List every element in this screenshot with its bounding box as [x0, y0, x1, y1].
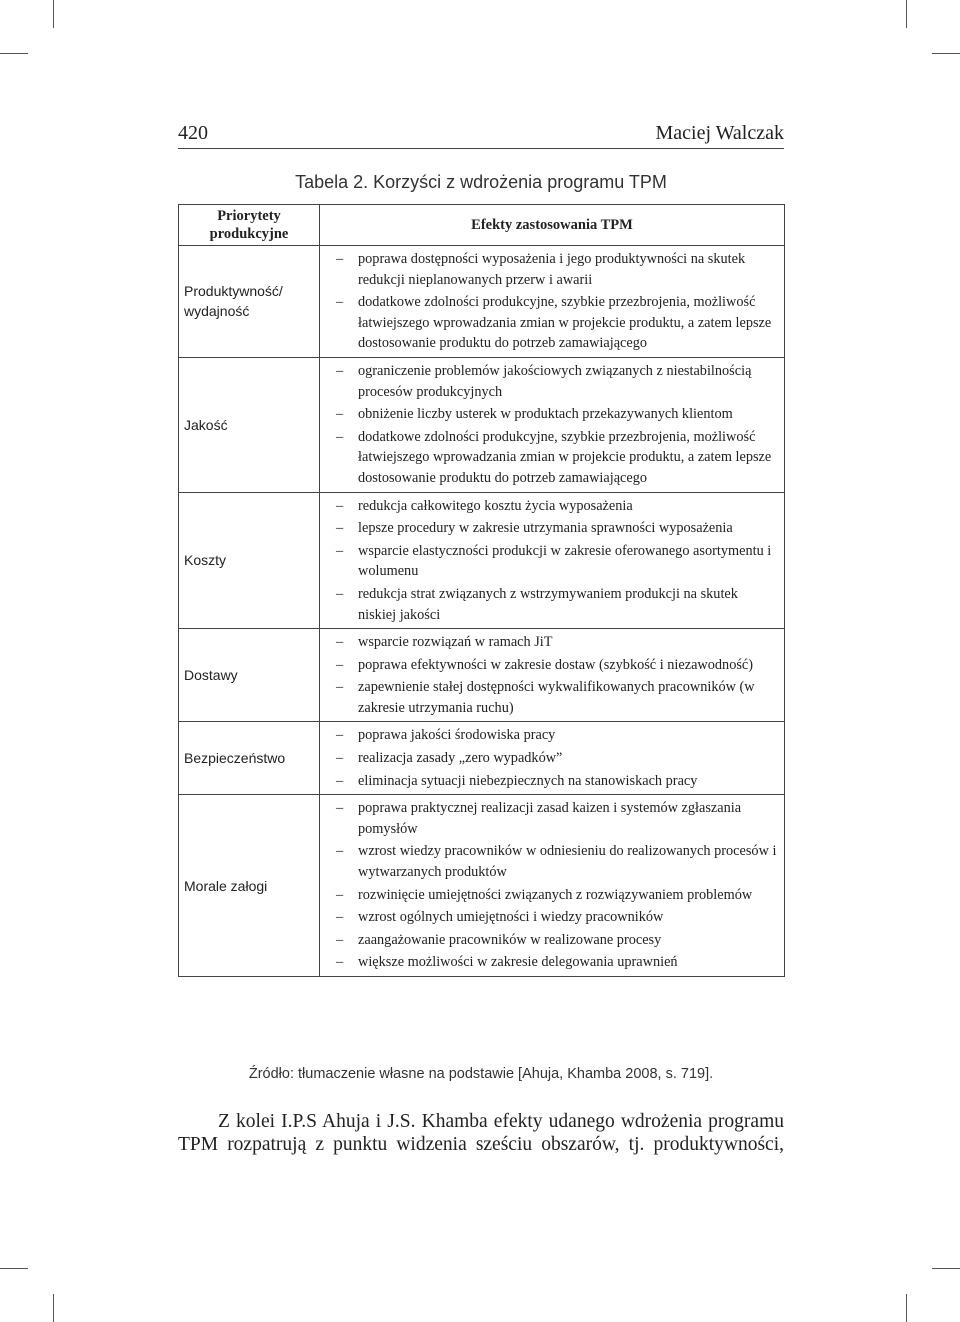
dash-bullet: –: [336, 800, 344, 817]
effect-text: obniżenie liczby usterek w produktach przekazywanych klientom: [358, 406, 733, 423]
effect-item: [320, 841, 778, 882]
priority-category: Produktywność/ wydajność: [179, 246, 320, 358]
crop-mark: [0, 53, 28, 54]
effect-text: wzrost wiedzy pracowników w odniesieniu do realizowanych procesów i wytwarzanych produktów: [358, 843, 777, 881]
column-header-priorities: Priorytety produkcyjne: [179, 205, 320, 246]
crop-mark: [53, 1294, 54, 1322]
crop-mark: [932, 53, 960, 54]
effects-cell: [320, 722, 785, 795]
dash-bullet: –: [336, 843, 344, 860]
dash-bullet: –: [336, 428, 344, 445]
priority-category: Dostawy: [179, 629, 320, 722]
effect-text: większe możliwości w zakresie delegowania uprawnień: [358, 954, 678, 971]
priority-category: Bezpieczeństwo: [179, 722, 320, 795]
effect-item: [320, 930, 778, 951]
effect-item: [320, 771, 778, 792]
effect-item: [320, 798, 778, 839]
table-header-row: [179, 205, 785, 246]
effect-text: redukcja strat związanych z wstrzymywaniem produkcji na skutek niskiej jakości: [358, 585, 738, 623]
column-header-effects: Efekty zastosowania TPM: [320, 205, 785, 246]
effect-text: poprawa jakości środowiska pracy: [358, 727, 556, 744]
body-line: Z kolei I.P.S Ahuja i J.S. Khamba efekty udanego wdrożenia programu: [218, 1111, 784, 1132]
table-row: [179, 629, 785, 722]
effect-item: [320, 677, 778, 718]
effect-item: [320, 885, 778, 906]
effects-cell: [320, 357, 785, 492]
table-row: [179, 795, 785, 977]
dash-bullet: –: [336, 750, 344, 767]
body-line: TPM rozpatrują z punktu widzenia sześciu obszarów, tj. produktywności,: [178, 1134, 784, 1155]
effect-text: poprawa dostępności wyposażenia i jego produktywności na skutek redukcji nieplanowanych przerw i awarii: [358, 251, 746, 288]
dash-bullet: –: [336, 585, 344, 602]
dash-bullet: –: [336, 954, 344, 971]
effect-text: zapewnienie stałej dostępności wykwalifikowanych pracowników (w zakresie utrzymania ruchu): [358, 679, 755, 716]
crop-mark: [53, 0, 54, 28]
effect-text: poprawa praktycznej realizacji zasad kaizen i systemów zgłaszania pomysłów: [358, 800, 742, 837]
effect-text: wsparcie elastyczności produkcji w zakresie oferowanego asortymentu i wolumenu: [358, 542, 772, 580]
effect-item: [320, 292, 778, 354]
dash-bullet: –: [336, 362, 344, 379]
dash-bullet: –: [336, 542, 344, 559]
dash-bullet: –: [336, 727, 344, 744]
effect-item: [320, 907, 778, 928]
crop-mark: [906, 0, 907, 28]
effect-item: [320, 361, 778, 402]
effects-cell: [320, 629, 785, 722]
crop-mark: [906, 1294, 907, 1322]
dash-bullet: –: [336, 520, 344, 537]
page-number: 420: [178, 122, 208, 144]
priority-category: Jakość: [179, 357, 320, 492]
effect-text: realizacja zasady „zero wypadków”: [358, 750, 563, 767]
effect-item: [320, 584, 778, 625]
dash-bullet: –: [336, 251, 344, 267]
effect-item: [320, 496, 778, 517]
table-caption: Tabela 2. Korzyści z wdrożenia programu TPM: [295, 172, 667, 192]
effects-cell: [320, 246, 785, 358]
table-row: [179, 357, 785, 492]
priority-category: Morale załogi: [179, 795, 320, 977]
effect-item: [320, 655, 778, 676]
effects-cell: [320, 795, 785, 977]
effect-item: [320, 518, 778, 539]
dash-bullet: –: [336, 909, 344, 926]
running-header: [178, 122, 784, 149]
effect-text: wzrost ogólnych umiejętności i wiedzy pracowników: [358, 909, 664, 926]
dash-bullet: –: [336, 294, 344, 311]
benefits-table: [178, 204, 785, 977]
table-row: [179, 492, 785, 629]
dash-bullet: –: [336, 886, 344, 903]
effect-item: [320, 748, 778, 769]
dash-bullet: –: [336, 634, 344, 651]
effect-item: [320, 725, 778, 746]
dash-bullet: –: [336, 931, 344, 948]
priority-category: Koszty: [179, 492, 320, 629]
dash-bullet: –: [336, 656, 344, 673]
effect-text: lepsze procedury w zakresie utrzymania sprawności wyposażenia: [358, 520, 733, 537]
effect-item: [320, 952, 778, 973]
effect-text: poprawa efektywności w zakresie dostaw (szybkość i niezawodność): [358, 656, 754, 673]
effect-text: dodatkowe zdolności produkcyjne, szybkie przezbrojenia, możliwość łatwiejszego wprowadzania zmian w projekcie produktu, a zatem lepsze dostosowanie produktu do potrzeb zamawiającego: [358, 428, 772, 486]
effects-cell: [320, 492, 785, 629]
effect-text: wsparcie rozwiązań w ramach JiT: [358, 634, 553, 651]
table-row: [179, 246, 785, 358]
dash-bullet: –: [336, 497, 344, 514]
dash-bullet: –: [336, 406, 344, 423]
effect-text: rozwinięcie umiejętności związanych z rozwiązywaniem problemów: [358, 886, 753, 903]
effect-item: [320, 632, 778, 653]
effect-item: [320, 427, 778, 489]
dash-bullet: –: [336, 772, 344, 789]
crop-mark: [0, 1268, 28, 1269]
table-body: [179, 246, 785, 977]
effect-item: [320, 249, 778, 290]
effect-item: [320, 541, 778, 582]
effect-text: zaangażowanie pracowników w realizowane procesy: [358, 931, 662, 948]
running-author: Maciej Walczak: [655, 122, 784, 144]
crop-mark: [932, 1268, 960, 1269]
effect-text: ograniczenie problemów jakościowych związanych z niestabilnością procesów produkcyjnych: [358, 362, 752, 400]
dash-bullet: –: [336, 679, 344, 696]
effect-text: eliminacja sytuacji niebezpiecznych na stanowiskach pracy: [358, 772, 698, 789]
table-row: [179, 722, 785, 795]
body-paragraph: [178, 1110, 784, 1156]
effect-item: [320, 404, 778, 425]
table-source: Źródło: tłumaczenie własne na podstawie [Ahuja, Khamba 2008, s. 719].: [248, 1066, 714, 1082]
effect-text: dodatkowe zdolności produkcyjne, szybkie przezbrojenia, możliwość łatwiejszego wprowadzania zmian w projekcie produktu, a zatem lepsze dostosowanie produktu do potrzeb zamawiającego: [358, 294, 772, 352]
effect-text: redukcja całkowitego kosztu życia wyposażenia: [358, 497, 633, 514]
